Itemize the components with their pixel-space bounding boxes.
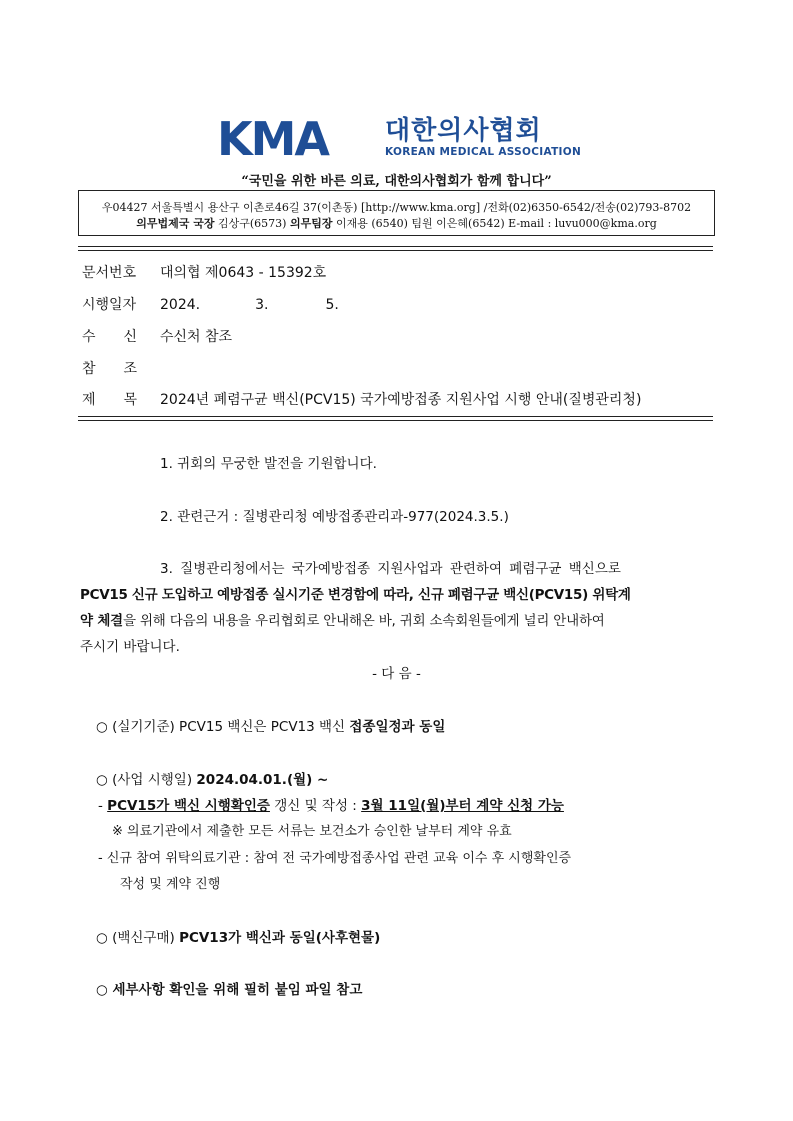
date-label: 시행일자 xyxy=(82,297,137,313)
divider-top xyxy=(78,246,713,251)
item-2-note: ※ 의료기관에서 제출한 모든 서류는 보건소가 승인한 날부터 계약 유효 xyxy=(112,824,512,839)
item-2-sub-1 xyxy=(98,794,564,814)
paragraph-3-line4: 주시기 바랍니다. xyxy=(80,639,180,655)
slogan: “국민을 위한 바른 의료, 대한의사협회가 함께 합니다” xyxy=(241,174,552,189)
reference-row xyxy=(82,358,160,378)
item-1 xyxy=(96,715,445,735)
item-1-bold: 접종일정과 동일 xyxy=(349,719,446,735)
item-2-sub-1-underline: 3월 11일(월)부터 계약 신청 가능 xyxy=(361,798,564,814)
logo-korean-name: 대한의사협회 xyxy=(385,116,542,146)
section-divider: - 다 음 - xyxy=(372,666,421,682)
contact-label-director: 의무법제국 국장 xyxy=(136,217,215,230)
item-3 xyxy=(96,926,380,946)
item-3-text: ○ (백신구매) xyxy=(96,930,180,946)
doc-number: 대의협 제0643 - 15392호 xyxy=(160,265,327,281)
subject-label: 제 목 xyxy=(82,392,138,408)
subject: 2024년 폐렴구균 백신(PCV15) 국가예방접종 지원사업 시행 안내(질병관리청) xyxy=(160,392,642,408)
date-year: 2024. xyxy=(160,297,201,313)
address-line: 우04427 서울특별시 용산구 이촌로46길 37(이촌동) [http://www.kma.org] /전화(02)6350-6542/전송(02)793-8702 xyxy=(101,201,692,214)
contact-line xyxy=(79,215,714,231)
item-4: ○ 세부사항 확인을 위해 필히 붙임 파일 참고 xyxy=(96,982,363,998)
item-3-bold: PCV13가 백신과 동일(사후현물) xyxy=(179,930,381,946)
recipient-row xyxy=(82,326,232,346)
item-2 xyxy=(96,768,328,788)
date-month: 3. xyxy=(255,297,269,313)
item-2-sub-1-mid: 갱신 및 작성 : xyxy=(269,798,362,814)
date-row xyxy=(82,294,339,314)
contact-label-team: 의무팀장 xyxy=(289,217,333,230)
recipient: 수신처 참조 xyxy=(160,329,233,345)
paragraph-3-line1: 3. 질병관리청에서는 국가예방접종 지원사업과 관련하여 폐렴구균 백신으로 xyxy=(160,561,621,577)
reference-label: 참 조 xyxy=(82,361,138,377)
doc-number-row xyxy=(82,262,326,282)
item-2-sub-1-dash: - xyxy=(98,798,108,814)
item-2-sub-1-bold: PCV15가 백신 시행확인증 xyxy=(107,798,270,814)
item-2-bold: 2024.04.01.(월) ~ xyxy=(196,772,329,788)
date-day: 5. xyxy=(325,297,339,313)
logo-english-name: KOREAN MEDICAL ASSOCIATION xyxy=(385,146,582,158)
contact-team: 이재용 (6540) 팀원 이은혜(6542) E-mail : luvu000@kma.org xyxy=(335,217,657,230)
subject-row xyxy=(82,389,641,409)
contract-bold: 약 체결 xyxy=(80,613,124,629)
doc-number-label: 문서번호 xyxy=(82,265,137,281)
contact-director: 김상구(6573) xyxy=(217,217,287,230)
paragraph-3-line2: PCV15 신규 도입하고 예방접종 실시기준 변경함에 따라, 신규 폐렴구균 백신(PCV15) 위탁계 xyxy=(80,587,631,603)
divider-bottom xyxy=(78,416,713,421)
recipient-label: 수 신 xyxy=(82,329,138,345)
kma-logo xyxy=(217,112,582,166)
paragraph-3-line3-rest: 을 위해 다음의 내용을 우리협회로 안내해온 바, 귀회 소속회원들에게 널리 안내하여 xyxy=(123,613,605,629)
item-2-sub-2: - 신규 참여 위탁의료기관 : 참여 전 국가예방접종사업 관련 교육 이수 후 시행확인증 xyxy=(98,851,572,866)
paragraph-2: 2. 관련근거 : 질병관리청 예방접종관리과-977(2024.3.5.) xyxy=(160,509,509,525)
item-1-text: ○ (실기기준) PCV15 백신은 PCV13 백신 xyxy=(96,719,350,735)
paragraph-3-line3 xyxy=(80,609,605,629)
item-2-sub-2-cont: 작성 및 계약 진행 xyxy=(120,877,221,892)
address-box xyxy=(78,190,715,236)
item-2-text: ○ (사업 시행일) xyxy=(96,772,197,788)
paragraph-1: 1. 귀회의 무궁한 발전을 기원합니다. xyxy=(160,456,377,472)
logo-kma-mark: KMA xyxy=(217,112,329,166)
